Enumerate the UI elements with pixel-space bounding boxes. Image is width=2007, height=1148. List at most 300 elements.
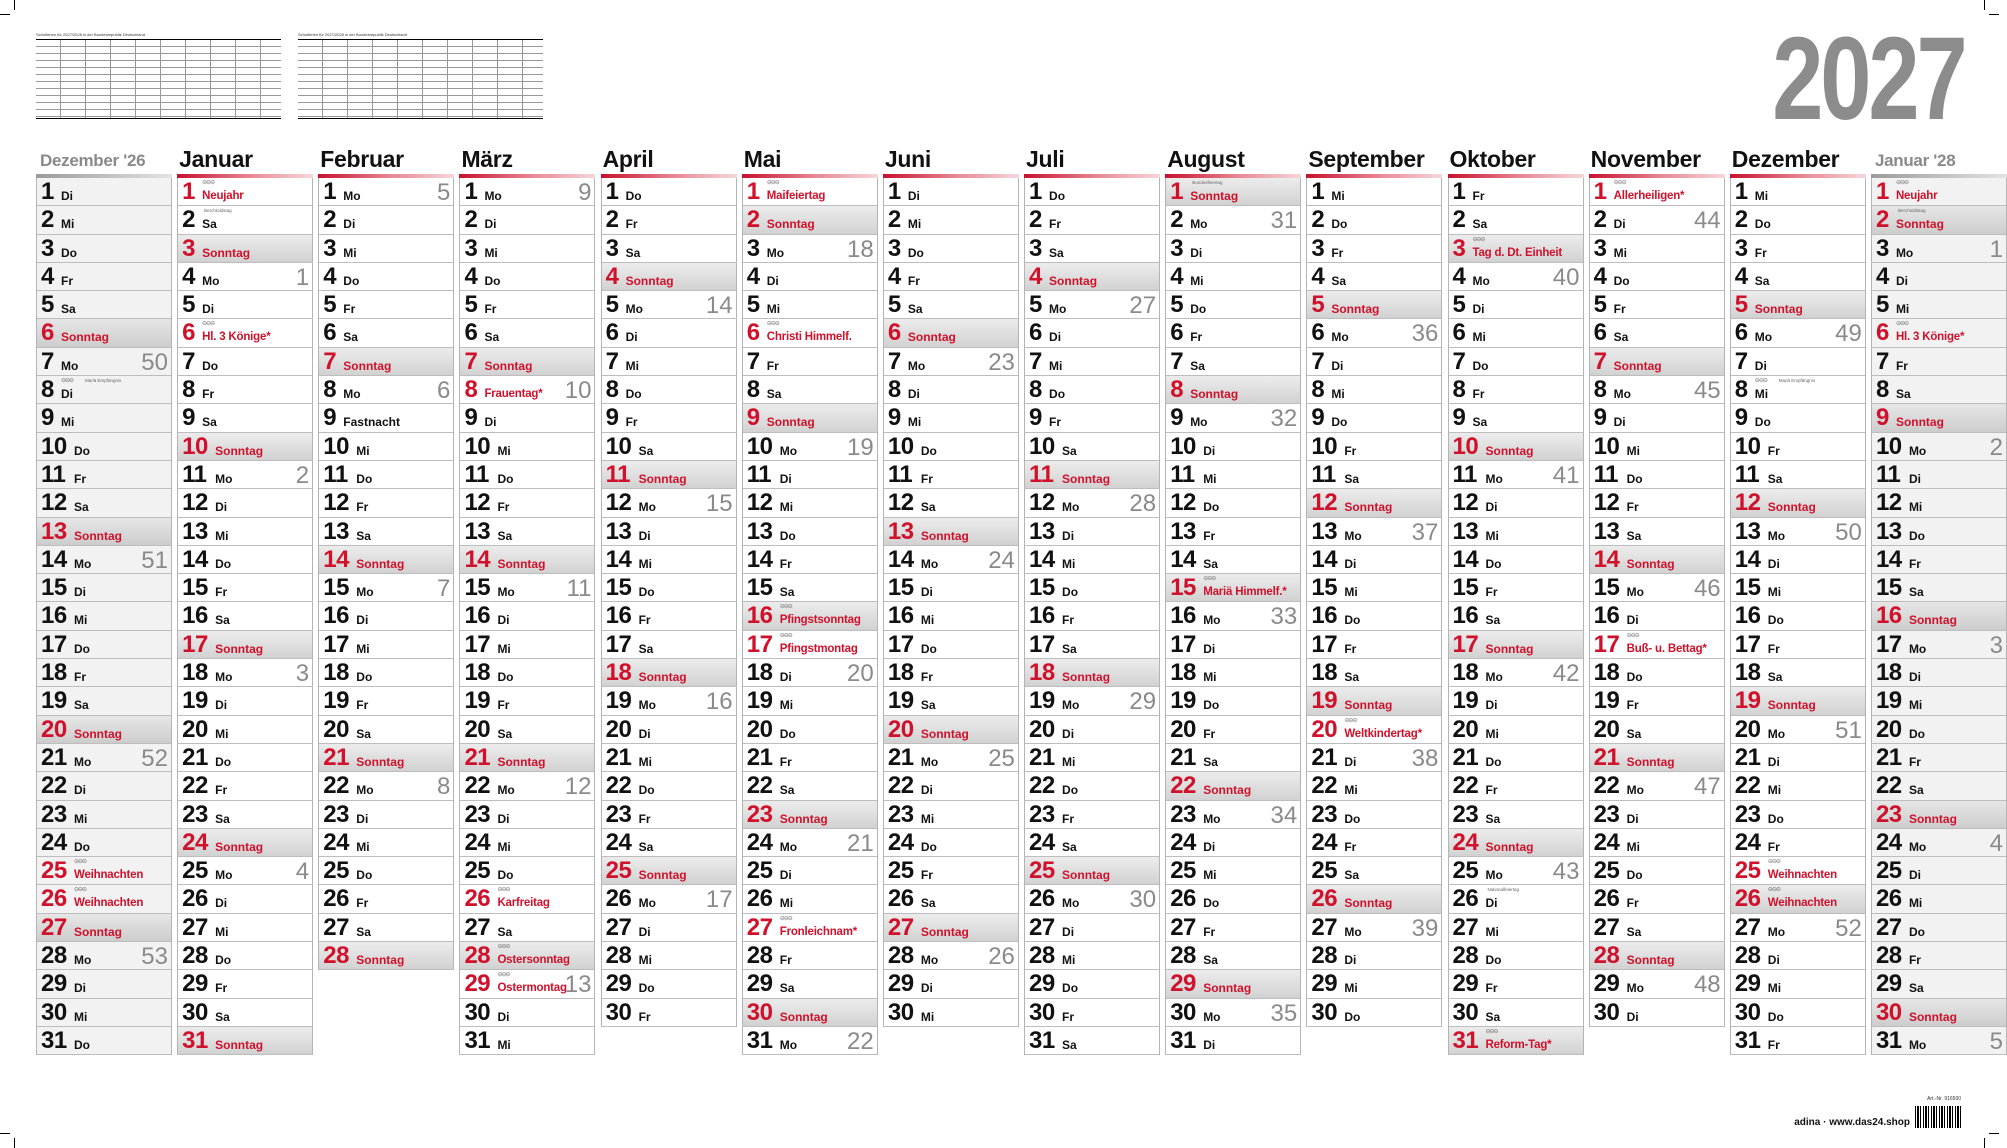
day-cell — [319, 914, 453, 942]
weekday-label: Mi — [497, 1037, 511, 1052]
weekday-label: Do — [356, 868, 373, 883]
calendar-week-number: 14 — [705, 292, 733, 320]
day-number: 15 — [887, 574, 914, 602]
weekday-label: Mi — [638, 754, 652, 769]
day-number: 5 — [1734, 291, 1748, 319]
day-number: 26 — [1593, 885, 1620, 913]
day-number: 31 — [1170, 1026, 1196, 1054]
weekday-label: Do — [1062, 783, 1079, 798]
day-number: 5 — [1593, 291, 1607, 319]
day-cell — [319, 744, 453, 772]
weekday-label: Sa — [1895, 387, 1911, 402]
day-cell — [743, 914, 877, 942]
day-number: 12 — [323, 489, 349, 517]
day-cell — [743, 829, 877, 857]
day-cell — [602, 829, 736, 857]
day-number: 12 — [1170, 489, 1196, 517]
weekday-label: Sa — [1485, 613, 1501, 628]
day-cell — [1025, 235, 1159, 263]
day-number: 6 — [1593, 319, 1607, 347]
weekday-label: Mo — [484, 189, 502, 203]
day-cell — [37, 263, 171, 291]
weekday-label: Sa — [638, 641, 654, 656]
day-number: 1 — [605, 178, 619, 205]
day-number: 22 — [323, 772, 349, 800]
day-cell — [319, 433, 453, 461]
day-number: 6 — [1170, 319, 1184, 347]
day-cell — [602, 546, 736, 574]
day-cell — [1307, 348, 1441, 376]
day-number: 6 — [182, 319, 195, 347]
weekday-label: Mo — [1626, 585, 1644, 600]
weekday-label: Di — [1472, 302, 1485, 317]
day-cell — [1166, 178, 1300, 206]
weekday-label: Sa — [356, 924, 371, 939]
day-number: 9 — [1311, 404, 1325, 432]
weekday-label: Do — [1203, 698, 1220, 713]
weekday-label: Mi — [1485, 924, 1499, 939]
day-number: 16 — [1452, 602, 1479, 630]
holiday-label: Reform-Tag* — [1485, 1038, 1552, 1051]
day-number: 28 — [887, 942, 914, 970]
day-number: 7 — [746, 347, 760, 375]
day-cell — [460, 772, 594, 800]
day-number: 20 — [1311, 715, 1338, 743]
weekday-label: Do — [74, 1037, 90, 1052]
crop-mark — [1989, 14, 1999, 15]
day-number: 2 — [41, 206, 54, 234]
day-number: 22 — [1875, 772, 1902, 800]
day-cell — [1449, 942, 1583, 970]
day-cell — [743, 602, 877, 630]
day-number: 16 — [1311, 602, 1338, 630]
weekday-label: Di — [497, 613, 510, 628]
weekday-label: Di — [907, 189, 920, 203]
weekday-label: Sonntag — [1344, 698, 1393, 713]
weekday-label: Di — [779, 868, 792, 883]
day-number: 25 — [1311, 857, 1338, 885]
weekday-label: Fr — [1049, 217, 1062, 232]
day-cell — [1449, 319, 1583, 347]
weekday-label: Mo — [1908, 839, 1927, 854]
day-number: 16 — [1170, 602, 1196, 630]
day-cell — [1590, 404, 1724, 432]
weekday-label: Fr — [215, 783, 228, 798]
day-cell — [178, 263, 312, 291]
day-cell — [460, 461, 594, 489]
calendar-week-number: 25 — [988, 744, 1015, 772]
weekday-label: Mi — [907, 217, 922, 232]
weekday-label: Mi — [779, 500, 794, 515]
day-note: Mariä Empfängnis — [1778, 378, 1816, 384]
day-list — [36, 178, 172, 1055]
day-number: 3 — [182, 234, 195, 262]
day-number: 6 — [41, 319, 54, 347]
day-cell — [884, 885, 1018, 913]
day-cell — [1872, 716, 2006, 744]
day-number: 23 — [1170, 800, 1196, 828]
day-list — [601, 178, 737, 1027]
day-number: 4 — [182, 262, 195, 290]
calendar-week-number: 18 — [847, 235, 874, 263]
day-number: 8 — [1170, 376, 1184, 404]
weekday-label: Sa — [356, 726, 371, 741]
day-cell — [178, 291, 312, 319]
day-cell — [1166, 631, 1300, 659]
weekday-label: Do — [215, 754, 232, 769]
day-cell — [1449, 857, 1583, 885]
calendar-week-number: 38 — [1411, 744, 1439, 772]
weekday-label: Fr — [920, 670, 933, 685]
weekday-label: Do — [1472, 358, 1489, 373]
weekday-label: Mo — [1767, 726, 1786, 741]
weekday-label: Sa — [1331, 273, 1347, 288]
day-number: 8 — [464, 376, 478, 404]
day-cell — [884, 461, 1018, 489]
weekday-label: Mi — [497, 641, 511, 656]
day-cell — [1731, 235, 1865, 263]
day-cell — [884, 291, 1018, 319]
weekday-label: Do — [907, 245, 924, 260]
holiday-region-icon: ⊖⊖⊖ — [1754, 378, 1767, 385]
day-cell — [1872, 885, 2006, 913]
weekday-label: Sa — [1344, 670, 1360, 685]
day-cell — [460, 857, 594, 885]
day-number: 9 — [1029, 404, 1042, 432]
day-list — [1730, 178, 1866, 1055]
day-number: 31 — [182, 1026, 208, 1054]
weekday-label: Do — [497, 471, 514, 486]
weekday-label: Di — [766, 273, 779, 288]
weekday-label: Sa — [907, 302, 923, 317]
day-cell — [319, 376, 453, 404]
day-cell — [37, 489, 171, 517]
day-cell — [1449, 631, 1583, 659]
holiday-label: Pfingstmontag — [779, 642, 858, 655]
holiday-label: Karfreitag — [497, 897, 550, 910]
day-cell — [1307, 574, 1441, 602]
day-number: 29 — [605, 970, 632, 998]
weekday-label: Di — [920, 585, 933, 600]
day-number: 15 — [41, 574, 67, 602]
day-cell — [319, 461, 453, 489]
day-number: 10 — [605, 432, 632, 460]
day-number: 10 — [1170, 432, 1196, 460]
day-number: 22 — [41, 772, 67, 800]
weekday-label: Sonntag — [1767, 500, 1816, 515]
day-cell — [1449, 178, 1583, 206]
day-number: 20 — [1452, 715, 1479, 743]
holiday-label: Frauentag* — [484, 388, 543, 401]
day-cell — [178, 433, 312, 461]
day-number: 30 — [1170, 998, 1196, 1026]
day-cell — [178, 546, 312, 574]
day-cell — [884, 206, 1018, 234]
weekday-label: Sonntag — [1485, 443, 1534, 458]
day-number: 31 — [1452, 1026, 1479, 1054]
weekday-label: Mo — [638, 896, 656, 911]
day-cell — [1449, 659, 1583, 687]
day-cell — [1731, 801, 1865, 829]
day-cell — [602, 433, 736, 461]
weekday-label: Sonntag — [215, 839, 264, 854]
weekday-label: Sa — [625, 245, 641, 260]
weekday-label: Mi — [356, 641, 370, 656]
weekday-label: Sa — [1626, 924, 1642, 939]
day-cell — [1590, 489, 1724, 517]
day-number: 8 — [1593, 376, 1607, 404]
day-number: 11 — [1734, 460, 1760, 488]
day-cell — [602, 348, 736, 376]
weekday-label: Di — [779, 471, 792, 486]
day-cell — [319, 518, 453, 546]
day-cell — [602, 263, 736, 291]
day-cell — [1449, 518, 1583, 546]
weekday-label: Do — [1344, 613, 1361, 628]
weekday-label: Sonntag — [74, 924, 122, 939]
weekday-label: Sa — [1908, 981, 1924, 996]
weekday-label: Sonntag — [1626, 556, 1675, 571]
day-cell — [1166, 574, 1300, 602]
day-number: 19 — [1029, 687, 1055, 715]
day-number: 20 — [1593, 715, 1620, 743]
weekday-label: Fr — [1203, 528, 1216, 543]
weekday-label: Do — [920, 641, 937, 656]
day-cell — [37, 319, 171, 347]
day-number: 8 — [41, 376, 54, 404]
weekday-label: Mi — [1344, 585, 1358, 600]
day-cell — [178, 716, 312, 744]
month-column — [459, 140, 595, 1055]
day-number: 24 — [1311, 828, 1338, 856]
day-number: 7 — [1875, 347, 1889, 375]
month-column — [1589, 140, 1725, 1027]
weekday-label: Di — [1062, 528, 1075, 543]
weekday-label: Sa — [1626, 528, 1642, 543]
calendar-week-number: 1 — [1989, 235, 2003, 263]
day-cell — [1872, 518, 2006, 546]
day-number: 15 — [323, 574, 349, 602]
weekday-label: Fr — [1203, 726, 1216, 741]
day-cell — [1590, 999, 1724, 1027]
day-cell — [1731, 206, 1865, 234]
day-cell — [602, 631, 736, 659]
weekday-label: Di — [484, 415, 497, 430]
weekday-label: Sa — [638, 443, 654, 458]
weekday-label: Di — [74, 783, 86, 798]
day-cell — [1166, 772, 1300, 800]
weekday-label: Sa — [497, 924, 513, 939]
weekday-label: Do — [1190, 302, 1207, 317]
day-cell — [460, 744, 594, 772]
weekday-label: Di — [1754, 358, 1767, 373]
day-cell — [1731, 546, 1865, 574]
day-cell — [460, 999, 594, 1027]
holiday-label: Weihnachten — [1767, 897, 1837, 910]
day-cell — [1590, 574, 1724, 602]
weekday-label: Sonntag — [1062, 670, 1111, 685]
day-cell — [1872, 178, 2006, 206]
day-number: 25 — [1452, 857, 1479, 885]
month-name: April — [602, 146, 654, 172]
day-number: 1 — [464, 178, 478, 205]
day-number: 21 — [182, 743, 208, 771]
calendar-week-number: 11 — [566, 575, 592, 603]
day-number: 15 — [1029, 574, 1055, 602]
day-cell — [37, 235, 171, 263]
calendar-week-number: 52 — [141, 744, 168, 772]
day-cell — [37, 404, 171, 432]
weekday-label: Di — [215, 500, 228, 515]
day-number: 26 — [1734, 885, 1761, 913]
day-cell — [460, 801, 594, 829]
weekday-label: Mi — [356, 839, 370, 854]
calendar-week-number: 4 — [295, 858, 310, 886]
month-header — [1306, 140, 1442, 178]
day-number: 5 — [1311, 291, 1325, 319]
day-cell — [1025, 829, 1159, 857]
day-number: 11 — [1452, 460, 1477, 488]
weekday-label: Mo — [779, 443, 798, 458]
day-number: 5 — [887, 291, 901, 319]
weekday-label: Fr — [61, 273, 73, 288]
day-cell — [1872, 404, 2006, 432]
day-number: 26 — [1311, 885, 1338, 913]
weekday-label: Sa — [1472, 217, 1488, 232]
weekday-label: Fr — [1062, 811, 1075, 826]
day-cell — [1449, 574, 1583, 602]
day-cell — [1731, 574, 1865, 602]
day-cell — [1872, 546, 2006, 574]
day-cell — [319, 546, 453, 574]
day-number: 29 — [1029, 970, 1055, 998]
day-cell — [1872, 574, 2006, 602]
day-number: 7 — [41, 347, 54, 375]
day-number: 5 — [1029, 291, 1042, 319]
weekday-label: Mo — [779, 1037, 798, 1052]
weekday-label: Mi — [1331, 387, 1345, 402]
day-number: 7 — [1029, 347, 1042, 375]
day-cell — [1449, 687, 1583, 715]
day-number: 21 — [887, 743, 914, 771]
day-cell — [1449, 235, 1583, 263]
day-number: 17 — [41, 630, 67, 658]
day-number: 21 — [464, 743, 491, 771]
day-cell — [884, 631, 1018, 659]
weekday-label: Sa — [1485, 811, 1501, 826]
day-cell — [743, 489, 877, 517]
day-number: 26 — [41, 885, 67, 913]
day-cell — [178, 319, 312, 347]
day-cell — [1166, 801, 1300, 829]
day-number: 17 — [182, 630, 208, 658]
day-number: 28 — [323, 942, 349, 970]
holiday-label: Neujahr — [202, 190, 244, 202]
day-number: 14 — [464, 545, 491, 573]
day-cell — [1307, 744, 1441, 772]
day-cell — [37, 291, 171, 319]
day-cell — [884, 801, 1018, 829]
day-number: 13 — [1170, 517, 1196, 545]
day-cell — [1025, 885, 1159, 913]
day-cell — [178, 518, 312, 546]
weekday-label: Fr — [625, 217, 638, 232]
weekday-label: Mi — [1485, 528, 1499, 543]
calendar-week-number: 37 — [1411, 518, 1439, 546]
day-number: 31 — [1029, 1026, 1055, 1054]
day-number: 31 — [41, 1026, 67, 1054]
day-number: 18 — [605, 659, 632, 687]
day-cell — [1166, 659, 1300, 687]
day-number: 27 — [323, 913, 349, 941]
day-number: 12 — [41, 489, 67, 517]
brand-text: adina · www.das24.shop — [1794, 1117, 1910, 1128]
weekday-label: Do — [356, 471, 373, 486]
day-number: 23 — [41, 800, 67, 828]
day-cell — [1307, 178, 1441, 206]
month-column — [1871, 140, 2007, 1055]
day-number: 14 — [182, 545, 208, 573]
day-number: 17 — [1452, 630, 1479, 658]
month-name: März — [461, 146, 513, 172]
day-number: 28 — [1170, 942, 1196, 970]
weekday-label: Fr — [497, 500, 510, 515]
calendar-week-number: 5 — [1989, 1027, 2003, 1055]
weekday-label: Sonntag — [1190, 387, 1239, 402]
day-cell — [1025, 263, 1159, 291]
weekday-label: Mi — [1203, 670, 1217, 685]
day-number: 14 — [1734, 545, 1761, 573]
day-cell — [1872, 319, 2006, 347]
weekday-label: Mi — [497, 839, 511, 854]
calendar-week-number: 2 — [1989, 433, 2003, 461]
day-number: 13 — [605, 517, 632, 545]
day-list — [1589, 178, 1725, 1027]
day-cell — [1590, 461, 1724, 489]
day-number: 13 — [182, 517, 208, 545]
calendar-week-number: 29 — [1129, 688, 1157, 716]
holiday-label: Christi Himmelf. — [766, 331, 852, 344]
day-note: Berchtoldstag — [1897, 208, 1926, 214]
weekday-label: Sa — [779, 981, 795, 996]
weekday-label: Mi — [215, 528, 229, 543]
day-cell — [884, 489, 1018, 517]
day-cell — [1166, 914, 1300, 942]
weekday-label: Do — [625, 387, 642, 402]
weekday-label: Di — [1062, 924, 1075, 939]
weekday-label: Fr — [1485, 585, 1498, 600]
weekday-label: Fr — [356, 896, 369, 911]
day-cell — [1307, 489, 1441, 517]
day-cell — [37, 602, 171, 630]
weekday-label: Sa — [1062, 1037, 1077, 1052]
day-cell — [37, 829, 171, 857]
weekday-label: Mi — [1344, 783, 1358, 798]
weekday-label: Fr — [497, 698, 510, 713]
day-number: 7 — [605, 347, 619, 375]
weekday-label: Di — [920, 783, 933, 798]
day-cell — [1166, 970, 1300, 998]
calendar-week-number: 28 — [1129, 490, 1157, 518]
weekday-label: Di — [356, 613, 369, 628]
day-number: 17 — [605, 630, 632, 658]
weekday-label: Sa — [215, 1009, 230, 1024]
day-cell — [884, 263, 1018, 291]
weekday-label: Di — [1485, 500, 1498, 515]
year-title: 2027 — [1772, 13, 1965, 145]
crop-mark — [1989, 1133, 1999, 1134]
day-number: 11 — [464, 460, 489, 488]
